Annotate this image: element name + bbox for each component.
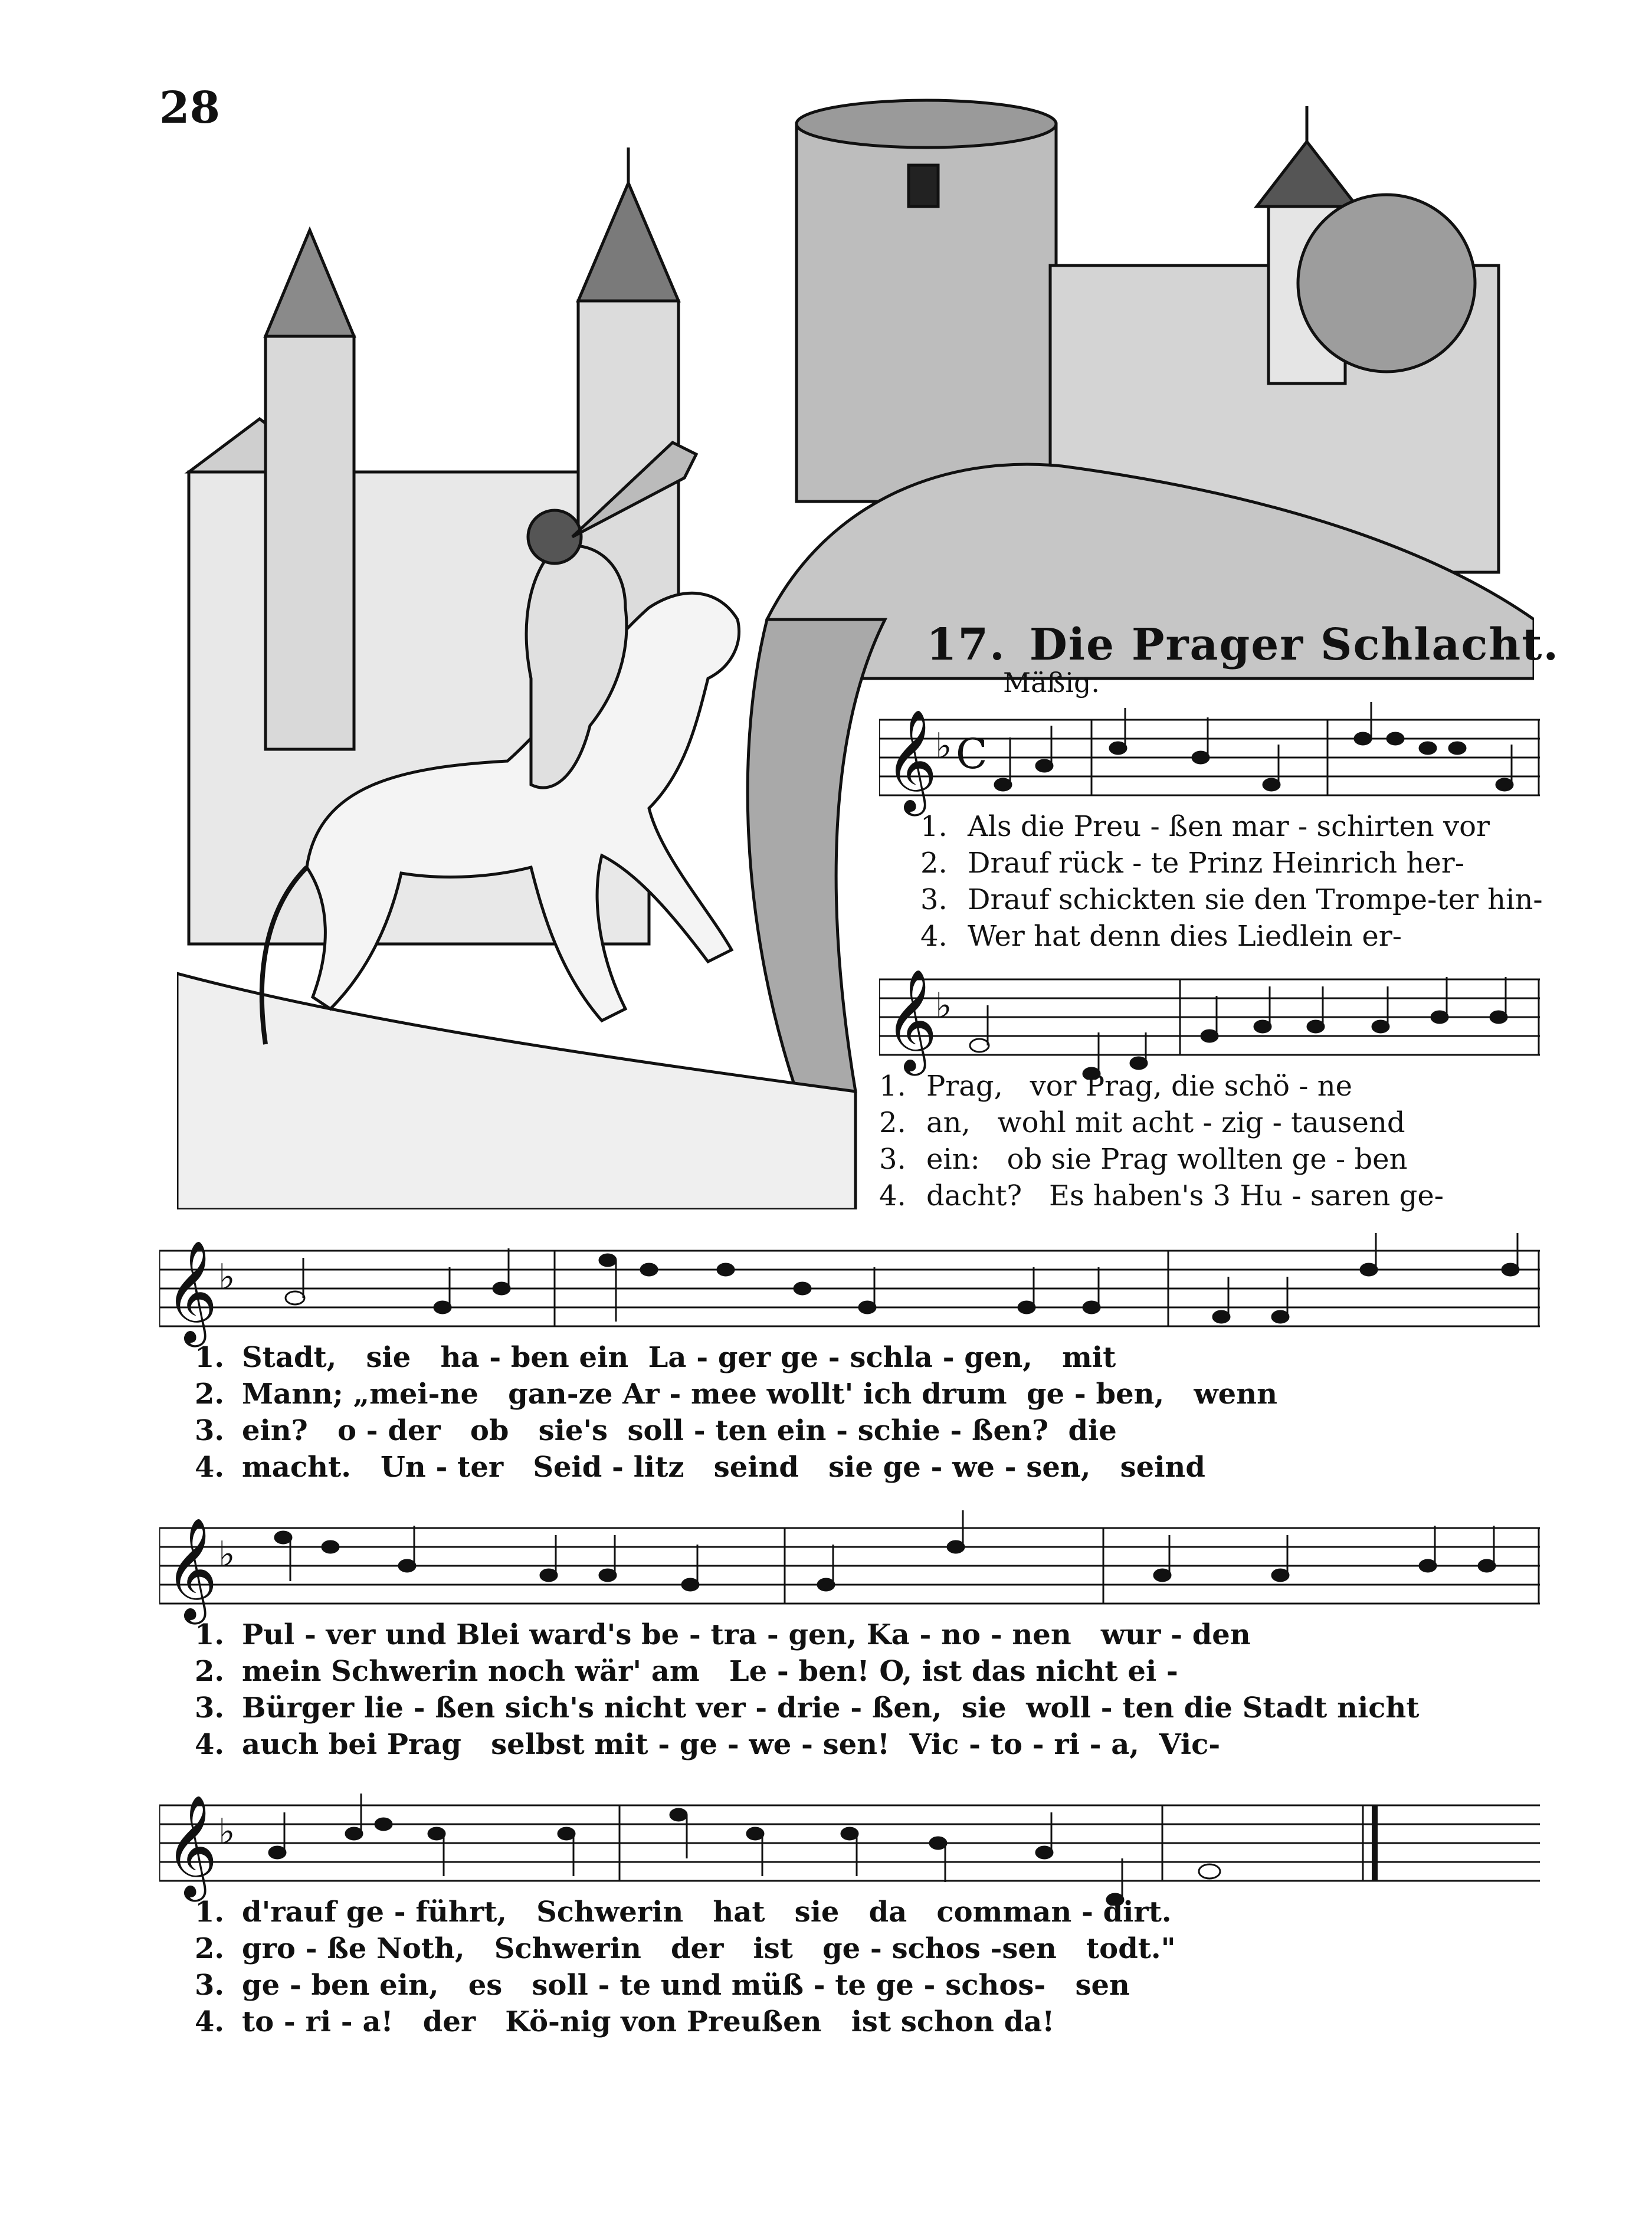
lyrics-system-3 xyxy=(195,1339,1277,1486)
lyric-line: 3. ein? o - der ob sie's soll - ten ein - schie - ßen? die xyxy=(195,1414,1117,1447)
lyric-line: 4. auch bei Prag selbst mit - ge - we - sen! Vic - to - ri - a, Vic - xyxy=(195,1728,1221,1761)
lyric-line: 3. Bürger lie - ßen sich's nicht ver - drie - ßen, sie woll - ten die Stadt nicht xyxy=(195,1691,1420,1724)
lyric-line: 3. ge - ben ein, es soll - te und müß - te ge - schos - sen xyxy=(195,1969,1130,2002)
lyric-line: 4. macht. Un - ter Seid - litz seind sie ge - we - sen, seind xyxy=(195,1451,1205,1484)
lyric-line: 1. Prag, vor Prag, die schö - ne xyxy=(879,1070,1353,1103)
lyrics-system-2 xyxy=(879,1068,1444,1214)
lyric-line: 3. ein: ob sie Prag wollten ge - ben xyxy=(879,1143,1408,1176)
lyric-line: 1. Pul - ver und Blei ward's be - tra - gen, Ka - no - nen wur - den xyxy=(195,1618,1251,1651)
lyric-line: 1. Als die Preu - ßen mar - schirten vor xyxy=(920,810,1490,843)
song-title-heading xyxy=(926,619,1559,670)
page-number: 28 xyxy=(159,83,220,133)
lyric-line: 2. Drauf rück - te Prinz Heinrich her - xyxy=(920,847,1464,880)
lyric-line: 4. to - ri - a! der Kö - nig von Preußen ist schon da! xyxy=(195,2005,1055,2038)
svg-text:♭: ♭ xyxy=(218,1257,235,1298)
svg-text:𝄞: 𝄞 xyxy=(165,1240,218,1343)
lyric-line: 4. dacht? Es haben's 3 Hu - saren ge - xyxy=(879,1179,1444,1212)
lyrics-system-4 xyxy=(195,1617,1420,1763)
staff-2 xyxy=(879,962,1546,1080)
song-number: 17. xyxy=(926,619,1006,670)
lyric-line: 2. mein Schwerin noch wär' am Le - ben! O, ist das nicht ei - xyxy=(195,1655,1178,1688)
svg-text:♭: ♭ xyxy=(935,726,952,767)
svg-text:C: C xyxy=(956,730,988,778)
svg-text:𝄞: 𝄞 xyxy=(165,1517,218,1620)
svg-text:♭: ♭ xyxy=(218,1534,235,1575)
svg-text:♭: ♭ xyxy=(218,1811,235,1853)
tempo-marking: Mäßig. xyxy=(1003,667,1100,699)
staff-4 xyxy=(159,1510,1546,1628)
staff-1 xyxy=(879,702,1546,820)
svg-text:♭: ♭ xyxy=(935,985,952,1027)
svg-text:𝄞: 𝄞 xyxy=(885,709,938,812)
lyric-line: 2. Mann; „mei - ne gan - ze Ar - mee wollt' ich drum ge - ben, wenn xyxy=(195,1378,1278,1411)
lyric-line: 3. Drauf schickten sie den Trompe - ter hin - xyxy=(920,883,1543,916)
staff-5 xyxy=(159,1788,1546,1906)
lyrics-system-5 xyxy=(195,1894,1176,2040)
svg-text:𝄞: 𝄞 xyxy=(885,969,938,1071)
song-title: Die Prager Schlacht. xyxy=(1029,619,1560,670)
lyric-line: 2. an, wohl mit acht - zig - tausend xyxy=(879,1106,1405,1139)
lyrics-system-1 xyxy=(920,808,1543,955)
lyric-line: 1. d'rauf ge - führt, Schwerin hat sie da comman - dirt. xyxy=(195,1896,1172,1929)
svg-text:𝄞: 𝄞 xyxy=(165,1795,218,1897)
lyric-line: 2. gro - ße Noth, Schwerin der ist ge - schos - sen todt." xyxy=(195,1932,1176,1965)
lyric-line: 1. Stadt, sie ha - ben ein La - ger ge - schla - gen, mit xyxy=(195,1341,1116,1374)
staff-3 xyxy=(159,1233,1546,1351)
lyric-line: 4. Wer hat denn dies Liedlein er - xyxy=(920,920,1402,953)
